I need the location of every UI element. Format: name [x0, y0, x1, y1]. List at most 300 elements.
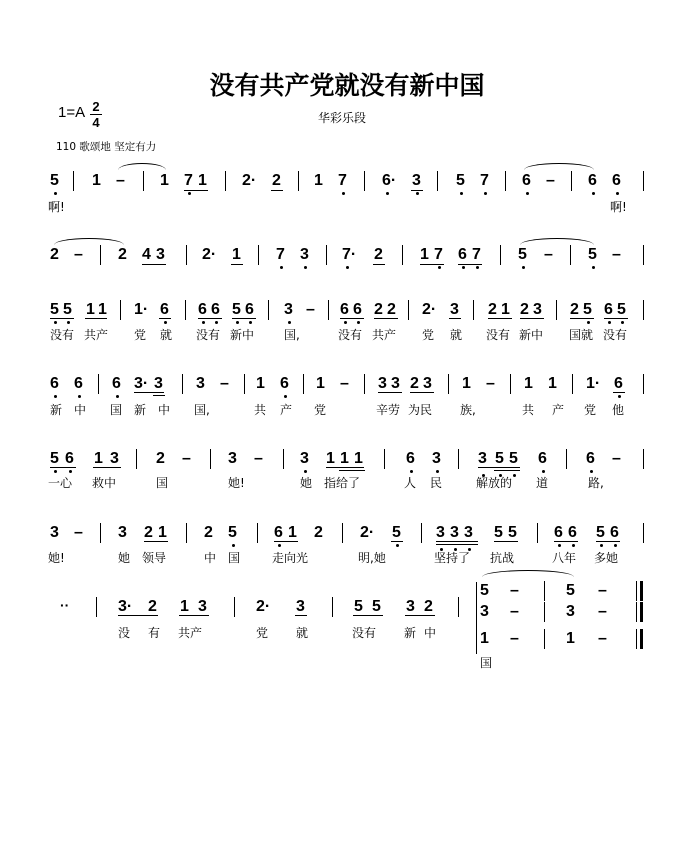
underline: [144, 541, 168, 542]
underline: [85, 318, 107, 319]
lyric: 领导: [142, 551, 167, 565]
underline: [93, 467, 121, 468]
lyric: 道: [536, 476, 549, 490]
bar-line: [437, 171, 438, 191]
low-octave-dot: [69, 470, 72, 473]
bar-line: [544, 602, 545, 622]
low-octave-dot: [232, 544, 235, 547]
underline: [604, 318, 628, 319]
low-octave-dot: [288, 321, 291, 324]
low-octave-dot: [54, 395, 57, 398]
note: 5: [509, 450, 518, 467]
low-octave-dot: [116, 395, 119, 398]
note: 3: [118, 524, 127, 541]
note: 3·: [134, 375, 149, 392]
underline: [198, 318, 222, 319]
lyric: 族,: [460, 403, 476, 417]
lyric: 啊!: [48, 200, 65, 214]
lyric: 明,她: [358, 551, 386, 565]
note: 2: [148, 598, 157, 615]
note: –: [340, 375, 349, 392]
bar-line: [505, 171, 506, 191]
lyric: 没有: [486, 328, 511, 342]
note: –: [510, 630, 519, 647]
underline: [570, 318, 594, 319]
note: 5: [588, 246, 597, 263]
low-octave-dot: [462, 266, 465, 269]
low-octave-dot: [438, 266, 441, 269]
underline: [436, 541, 478, 542]
bar-line: [643, 374, 644, 394]
low-octave-dot: [484, 192, 487, 195]
lyric: 新中: [230, 328, 255, 342]
note: 6: [198, 301, 207, 318]
final-bar-line: [640, 629, 643, 649]
key-signature: 1=A: [58, 104, 86, 121]
note: 1: [548, 375, 557, 392]
note: 6: [588, 172, 597, 189]
note: 6: [353, 301, 362, 318]
underline: [179, 615, 209, 616]
note: 2·: [202, 246, 217, 263]
bar-line: [421, 523, 422, 543]
low-octave-dot: [54, 192, 57, 195]
lyric: 走向光: [272, 551, 309, 565]
note: 2: [144, 524, 153, 541]
bar-line: [408, 300, 409, 320]
bar-line: [98, 374, 99, 394]
low-octave-dot: [616, 192, 619, 195]
page-title: 没有共产党就没有新中国: [209, 71, 485, 100]
low-octave-dot: [54, 470, 57, 473]
note: 2·: [422, 301, 437, 318]
lyric: 她!: [228, 476, 245, 490]
underline: [50, 467, 76, 468]
underline: [231, 264, 243, 265]
lyric: 国,: [194, 403, 210, 417]
low-octave-dot: [357, 321, 360, 324]
lyric: 中: [424, 626, 437, 640]
note: 1: [86, 301, 95, 318]
low-octave-dot: [344, 321, 347, 324]
underline: [494, 470, 520, 471]
bar-line: [96, 597, 97, 617]
low-octave-dot: [278, 544, 281, 547]
low-octave-dot: [558, 544, 561, 547]
low-octave-dot: [78, 395, 81, 398]
note: 6: [614, 375, 623, 392]
lyric: 国: [110, 403, 123, 417]
bar-line: [73, 171, 74, 191]
bar-line: [143, 171, 144, 191]
lyric: 辛劳: [376, 403, 401, 417]
underline: [134, 392, 164, 393]
note: 3: [300, 450, 309, 467]
time-signature-bottom: 4: [92, 115, 100, 130]
final-bar-line: [636, 629, 637, 649]
low-octave-dot: [592, 266, 595, 269]
note: 5: [583, 301, 592, 318]
bar-line: [570, 245, 571, 265]
note: 1: [354, 450, 363, 467]
low-octave-dot: [572, 544, 575, 547]
note: 2: [424, 598, 433, 615]
lyric: 救中: [92, 476, 117, 490]
low-octave-dot: [410, 470, 413, 473]
underline: [420, 264, 444, 265]
lyric: 共产: [178, 626, 203, 640]
low-octave-dot: [164, 321, 167, 324]
lyric: 新: [404, 626, 417, 640]
note: 6: [340, 301, 349, 318]
note: 3: [50, 524, 59, 541]
note: 1: [524, 375, 533, 392]
note: 6: [604, 301, 613, 318]
bar-line: [244, 374, 245, 394]
bar-line: [186, 523, 187, 543]
bar-line: [100, 245, 101, 265]
underline: [494, 541, 518, 542]
lyric: 共: [522, 403, 535, 417]
bar-line: [643, 523, 644, 543]
underline: [339, 470, 365, 471]
underline: [274, 541, 298, 542]
underline: [353, 615, 383, 616]
note: 6: [538, 450, 547, 467]
low-octave-dot: [621, 321, 624, 324]
lyric: 产: [280, 403, 293, 417]
underline: [613, 392, 625, 393]
underline: [391, 541, 403, 542]
underline: [405, 615, 435, 616]
lyric: 她!: [48, 551, 65, 565]
note: –: [254, 450, 263, 467]
lyric: 新中: [519, 328, 544, 342]
bar-line: [342, 523, 343, 543]
note: 3: [156, 246, 165, 263]
note: –: [598, 582, 607, 599]
note: 3: [391, 375, 400, 392]
note: 5: [50, 172, 59, 189]
underline: [340, 318, 364, 319]
bar-line: [500, 245, 501, 265]
lyric: 抗战: [490, 551, 515, 565]
note: 6: [280, 375, 289, 392]
note: –: [598, 603, 607, 620]
underline: [153, 395, 165, 396]
low-octave-dot: [592, 192, 595, 195]
low-octave-dot: [188, 192, 191, 195]
bar-line: [186, 245, 187, 265]
underline: [488, 318, 512, 319]
note: 6: [406, 450, 415, 467]
note: 6: [274, 524, 283, 541]
bar-line: [283, 449, 284, 469]
low-octave-dot: [600, 544, 603, 547]
underline: [554, 541, 578, 542]
bar-line: [458, 597, 459, 617]
low-octave-dot: [342, 192, 345, 195]
note: 1: [160, 172, 169, 189]
note: 7: [434, 246, 443, 263]
lyric: 她: [300, 476, 313, 490]
note: 6: [74, 375, 83, 392]
bar-line: [120, 300, 121, 320]
note: 1·: [134, 301, 149, 318]
underline: [159, 318, 171, 319]
note: 5: [480, 582, 489, 599]
bar-line: [643, 171, 644, 191]
note: 1: [98, 301, 107, 318]
note: 6: [554, 524, 563, 541]
bar-line: [473, 300, 474, 320]
note: 2: [387, 301, 396, 318]
note: –: [74, 246, 83, 263]
lyric: 民: [430, 476, 443, 490]
note: 3: [228, 450, 237, 467]
bar-line: [100, 523, 101, 543]
note: –: [116, 172, 125, 189]
note: 2: [314, 524, 323, 541]
bar-line: [332, 597, 333, 617]
note: 2·: [242, 172, 257, 189]
lyric: 党: [134, 328, 147, 342]
low-octave-dot: [416, 192, 419, 195]
low-octave-dot: [280, 266, 283, 269]
lyric: 路,: [588, 476, 604, 490]
low-octave-dot: [618, 395, 621, 398]
note: 7: [480, 172, 489, 189]
time-signature-top: 2: [92, 99, 100, 114]
note: 6: [160, 301, 169, 318]
bar-line: [185, 300, 186, 320]
underline: [271, 190, 283, 191]
note: 5: [495, 450, 504, 467]
composer-label: 华彩乐段: [318, 111, 367, 125]
note: 5: [50, 450, 59, 467]
note: 6: [458, 246, 467, 263]
low-octave-dot: [386, 192, 389, 195]
note: 1: [198, 172, 207, 189]
note: 1: [180, 598, 189, 615]
lyric: 国,: [284, 328, 300, 342]
note: 1: [256, 375, 265, 392]
low-octave-dot: [236, 321, 239, 324]
lyric: 党: [584, 403, 597, 417]
bar-line: [510, 374, 511, 394]
note: 3: [533, 301, 542, 318]
bar-line: [572, 374, 573, 394]
note: –: [598, 630, 607, 647]
low-octave-dot: [304, 266, 307, 269]
note: –: [546, 172, 555, 189]
note: 7: [276, 246, 285, 263]
lyric: 没有: [196, 328, 221, 342]
note: 5: [617, 301, 626, 318]
final-bar-line: [636, 602, 637, 622]
note: 2: [50, 246, 59, 263]
note: –: [74, 524, 83, 541]
low-octave-dot: [608, 321, 611, 324]
final-bar-line: [640, 602, 643, 622]
lyric: 党: [314, 403, 327, 417]
note: 3: [566, 603, 575, 620]
note: 1: [566, 630, 575, 647]
underline: [520, 318, 544, 319]
low-octave-dot: [304, 470, 307, 473]
note: 2: [520, 301, 529, 318]
low-octave-dot: [526, 192, 529, 195]
note: 1: [314, 172, 323, 189]
note: 2: [374, 301, 383, 318]
lyric: 他: [612, 403, 625, 417]
note: 3: [406, 598, 415, 615]
slur: [520, 238, 594, 245]
bar-line: [268, 300, 269, 320]
lyric: 产: [552, 403, 565, 417]
note: 5: [494, 524, 503, 541]
note: 1: [326, 450, 335, 467]
lyric: 八年: [552, 551, 577, 565]
bar-line: [384, 449, 385, 469]
bar-line: [571, 171, 572, 191]
final-bar-line: [636, 581, 637, 601]
bar-line: [234, 597, 235, 617]
underline: [436, 544, 478, 545]
note: 5: [232, 301, 241, 318]
lyric: 中: [204, 551, 217, 565]
lyric: 没有: [50, 328, 75, 342]
note: 5: [566, 582, 575, 599]
bar-line: [210, 449, 211, 469]
note: 3: [198, 598, 207, 615]
lyric: 就: [160, 328, 173, 342]
underline: [378, 392, 402, 393]
bar-line: [257, 523, 258, 543]
note: 7: [472, 246, 481, 263]
low-octave-dot: [460, 192, 463, 195]
note: 1: [232, 246, 241, 263]
note: ··: [60, 597, 70, 613]
note: –: [220, 375, 229, 392]
note: –: [510, 582, 519, 599]
note: 1: [501, 301, 510, 318]
underline: [410, 392, 434, 393]
low-octave-dot: [513, 474, 516, 477]
lyric: 共产: [372, 328, 397, 342]
note: 6: [245, 301, 254, 318]
note: 6·: [382, 172, 397, 189]
note: 6: [610, 524, 619, 541]
note: 7·: [342, 246, 357, 263]
lyric: 没有: [338, 328, 363, 342]
lyric: 就: [450, 328, 463, 342]
bar-line: [643, 449, 644, 469]
note: 3: [450, 524, 459, 541]
note: 3: [480, 603, 489, 620]
low-octave-dot: [284, 395, 287, 398]
tempo-marking: 110 歌颂地 坚定有力: [56, 141, 157, 153]
lyric: 国: [156, 476, 169, 490]
bar-line: [364, 171, 365, 191]
bar-line: [326, 245, 327, 265]
note: 5: [63, 301, 72, 318]
low-octave-dot: [614, 544, 617, 547]
underline: [295, 615, 307, 616]
note: 1: [288, 524, 297, 541]
note: 3: [436, 524, 445, 541]
underline: [596, 541, 620, 542]
bar-line: [643, 300, 644, 320]
lyric: 党: [422, 328, 435, 342]
note: 1: [94, 450, 103, 467]
bar-line: [544, 581, 545, 601]
note: 3: [196, 375, 205, 392]
bar-line: [556, 300, 557, 320]
low-octave-dot: [202, 321, 205, 324]
time-signature: [90, 99, 102, 130]
note: 3: [296, 598, 305, 615]
bar-line: [402, 245, 403, 265]
underline: [373, 264, 385, 265]
low-octave-dot: [522, 266, 525, 269]
lyric: 共产: [84, 328, 109, 342]
slur: [118, 163, 166, 170]
note: 1: [158, 524, 167, 541]
note: 6: [522, 172, 531, 189]
underline: [142, 264, 166, 265]
lyric: 新: [50, 403, 63, 417]
lyric: 她: [118, 551, 131, 565]
lyric: 共: [254, 403, 267, 417]
note: 6: [50, 375, 59, 392]
note: 6: [65, 450, 74, 467]
low-octave-dot: [587, 321, 590, 324]
note: 2·: [360, 524, 375, 541]
note: 1: [316, 375, 325, 392]
lyric: 人: [404, 476, 417, 490]
lyric: 国: [480, 656, 493, 670]
lyric: 党: [256, 626, 269, 640]
lyric: 多她: [594, 551, 619, 565]
note: –: [612, 450, 621, 467]
slur: [524, 163, 594, 170]
note: 3: [154, 375, 163, 392]
note: 2: [570, 301, 579, 318]
low-octave-dot: [436, 470, 439, 473]
note: –: [306, 301, 315, 318]
lyric: 新: [134, 403, 147, 417]
note: 6: [112, 375, 121, 392]
note: –: [182, 450, 191, 467]
note: 3: [478, 450, 487, 467]
underline: [411, 190, 423, 191]
lyric: 一心: [48, 476, 73, 490]
bar-line: [298, 171, 299, 191]
note: 7: [338, 172, 347, 189]
lyric: 指给了: [324, 476, 361, 490]
lyric: 啊!: [610, 200, 627, 214]
underline: [232, 318, 256, 319]
final-bar-line: [640, 581, 643, 601]
underline: [184, 190, 208, 191]
lyric: 没: [118, 626, 131, 640]
lyric: 为民: [408, 403, 433, 417]
bar-line: [258, 245, 259, 265]
lyric: 解放的: [476, 476, 513, 490]
lyric: 坚持了: [434, 551, 471, 565]
note: 5: [50, 301, 59, 318]
